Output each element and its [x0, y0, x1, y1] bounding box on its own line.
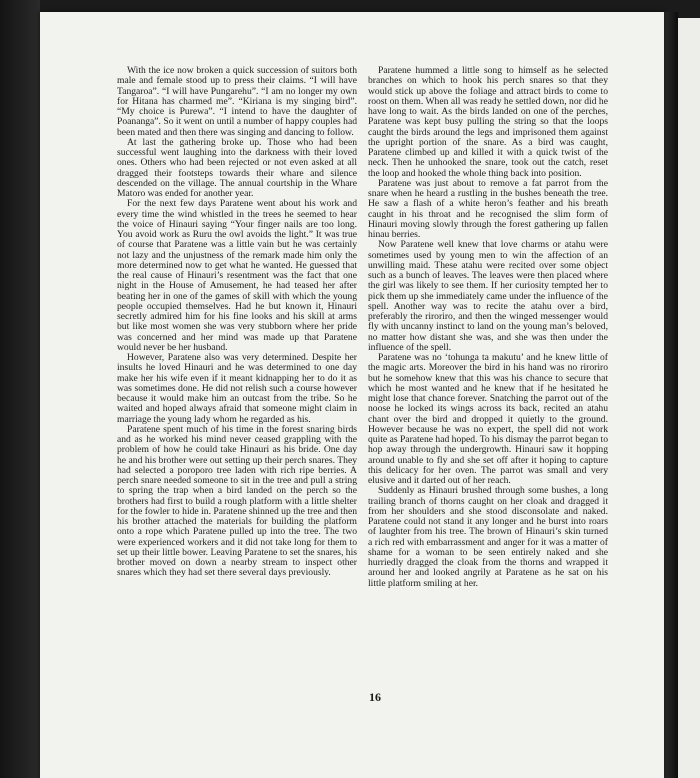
- paragraph: Suddenly as Hinauri brushed through some bushes, a long trailing branch of thorns caught on her cloak and dragged it from her shoulders and she stood disconsolate and naked. Paratene could not stand it any longer and he burst into roars of laughter from his tree. The brown of Hinauri’s skin turned a rich red with embarrassment and anger for it was a matter of shame for a woman to be seen entirely naked and she hurriedly dragged the cloak from the thorns and wrapped it around her and looked angrily at Paratene as he sat on his little platform smiling at her.: [368, 485, 608, 589]
- scan-background-left: [0, 0, 40, 778]
- paragraph: Paratene was just about to remove a fat parrot from the snare when he heard a rustling in the bushes beneath the tree. He saw a flash of a white heron’s feather and his breath caught in his throat and he recognised the slim form of Hinauri moving slowly through the forest gathering up fallen hinau berries.: [368, 177, 608, 240]
- paragraph: Paratene hummed a little song to himself as he selected branches on which to hook his perch snares so that they would stick up above the foliage and attract birds to come to roost on them. When all was ready he settled down, nor did he have long to wait. As the birds landed on one of the perches, Paratene was kept busy pulling the string so that the loops caught the birds around the legs and imprisoned them against the upright portion of the snare. As a bird was caught, Paratene climbed up and killed it with a quick twist of the neck. Then he unhooked the snare, took out the catch, reset the loop and hooked the whole thing back into position.: [368, 65, 608, 179]
- paragraph: Now Paratene well knew that love charms or atahu were sometimes used by young men to win the affection of an unwilling maid. These atahu were recited over some object such as a bunch of leaves. The leaves were then placed where the girl was likely to see them. If her curiosity tempted her to pick them up she immediately came under the influence of the spell. Another way was to recite the atahu over a bird, preferably the riroriro, and then the winged messenger would fly with uncanny instinct to land on the young man’s beloved, no matter how distant she was, and she was then under the influence of the spell.: [368, 239, 608, 353]
- page-number: 16: [369, 690, 381, 704]
- paragraph: However, Paratene also was very determined. Despite her insults he loved Hinauri and he was determined to one day make her his wife even if it meant kidnapping her to do it as was sometimes done. He did not relish such a course however because it would make him an outcast from the tribe. So he waited and hoped always afraid that someone might claim in marriage the young lady whom he regarded as his.: [117, 352, 357, 425]
- paragraph: At last the gathering broke up. Those who had been successful went laughing into the darkness with their loved ones. Others who had been rejected or not even asked at all dragged their footsteps towards their whare and silence descended on the village. The annual courtship in the Whare Matoro was ended for another year.: [117, 136, 357, 199]
- right-text-column: [368, 66, 608, 589]
- paragraph: For the next few days Paratene went about his work and every time the wind whistled in the trees he seemed to hear the voice of Hinauri saying “Your finger nails are too long. You avoid work as Ruru the owl avoids the light.” It was true of course that Paratene was a little vain but he was certainly not lazy and the unjustness of the remark made him only the more determined now to get what he wanted. He guessed that the real cause of Hinauri’s resentment was the fact that one night in the House of Amusement, he had teased her after beating her in one of the games of skill with which the young people occupied themselves. Had he but known it, Hinauri secretly admired him for his fine looks and his skill at arms but like most women she was very stubborn where her pride was concerned and her mind was made up that Paratene would never be her husband.: [117, 198, 357, 353]
- gutter-shadow: [664, 12, 678, 778]
- paragraph: With the ice now broken a quick succession of suitors both male and female stood up to press their claims. “I will have Tangaroa”. “I will have Pungarehu”. “I am no longer my own for Hitana has charmed me”. “Kiriana is my singing bird”. “My choice is Purewa”. “I intend to have the daughter of Poananga”. So it went on until a number of happy couples had been mated and then there was singing and dancing to follow.: [117, 65, 357, 138]
- next-page-edge: [678, 18, 700, 778]
- left-text-column: [117, 66, 357, 579]
- paragraph: Paratene was no ‘tohunga ta makutu’ and he knew little of the magic arts. Moreover the bird in his hand was no riroriro but he somehow knew that this was his chance to secure that which he most wanted and he knew that if he hesitated he might lose that chance forever. Snatching the parrot out of the noose he locked its wings across its back, recited an atahu chant over the bird and dropped it quietly to the ground. However because he was no expert, the spell did not work quite as Paratene had hoped. To his dismay the parrot began to hop away through the undergrowth. Hinauri saw it hopping around unable to fly and she set off after it hoping to capture this delicacy for her oven. The parrot was small and very elusive and it darted out of her reach.: [368, 352, 608, 486]
- paragraph: Paratene spent much of his time in the forest snaring birds and as he worked his mind never ceased grappling with the problem of how he could take Hinauri as his bride. One day he and his brother were out setting up their perch snares. They had selected a poroporo tree laden with rich ripe berries. A perch snare needed someone to sit in the tree and pull a string to spring the trap when a bird landed on the perch so the brothers had first to build a rough platform with a little shelter for the fowler to hide in. Paratene shinned up the tree and then his brother attached the materials for building the platform onto a rope which Paratene pulled up into the tree. The two were experienced workers and it did not take long for them to set up their little bower. Leaving Paratene to set the snares, his brother moved on down a nearby stream to inspect other snares which they had set there several days previously.: [117, 423, 357, 579]
